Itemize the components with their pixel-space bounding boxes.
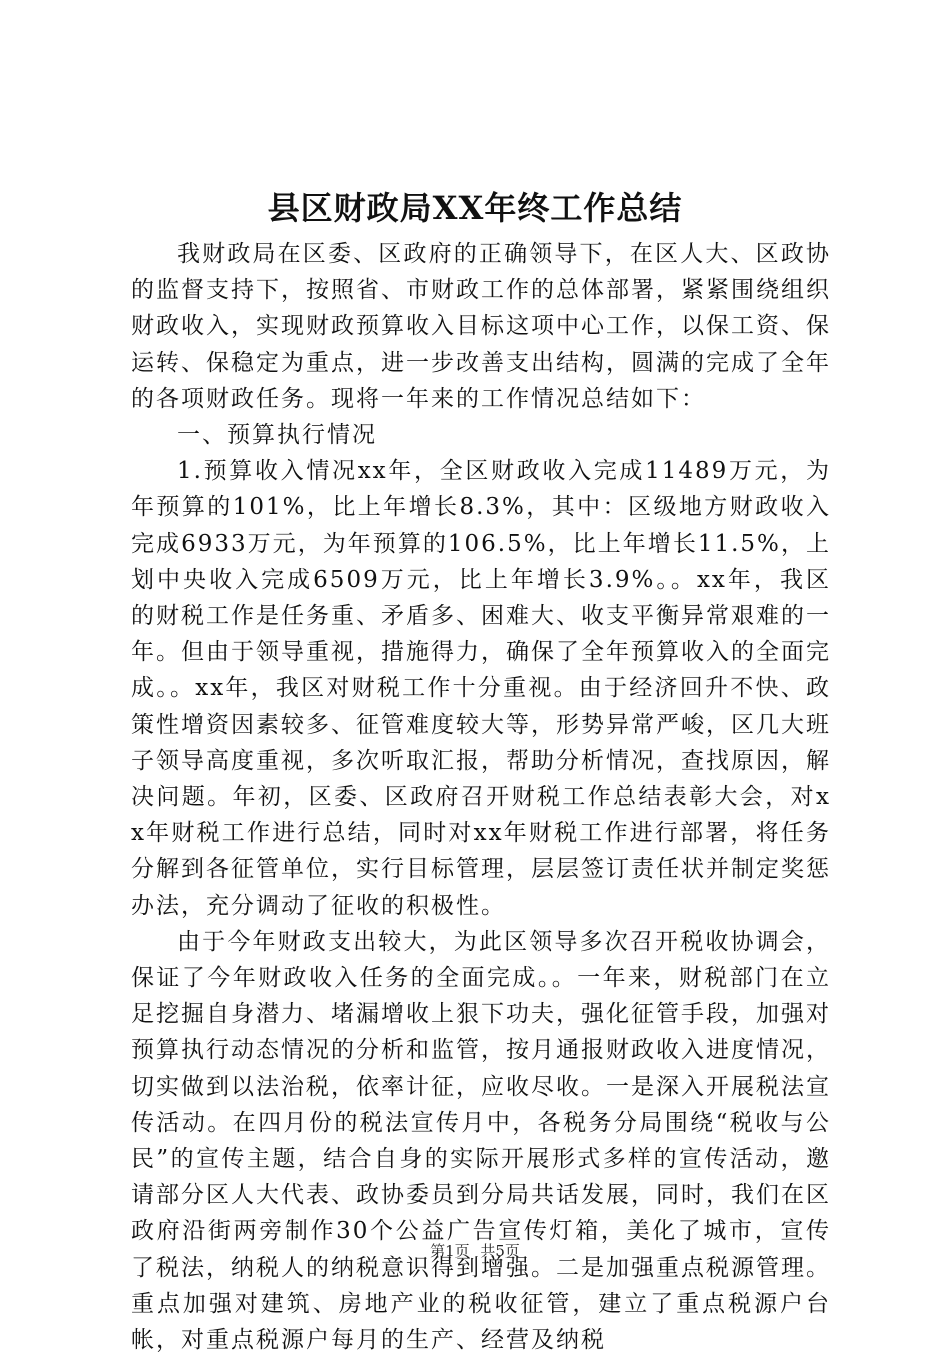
document-body bbox=[131, 236, 831, 1358]
page-number: 第1页 bbox=[430, 1242, 470, 1260]
page-footer bbox=[0, 1241, 950, 1261]
paragraph-tax-collection: 由于今年财政支出较大，为此区领导多次召开税收协调会，保证了今年财政收入任务的全面完成。。一年来，财税部门在立足挖掘自身潜力、堵漏增收上狠下功夫，强化征管手段，加强对预算执行动态情况的分析和监管，按月通报财政收入进度情况，切实做到以法治税，依率计征，应收尽收。一是深入开展税法宣传活动。在四月份的税法宣传月中，各税务分局围绕“税收与公民”的宣传主题，结合自身的实际开展形式多样的宣传活动，邀请部分区人大代表、政协委员到分局共话发展，同时，我们在区政府沿街两旁制作30个公益广告宣传灯箱，美化了城市，宣传了税法，纳税人的纳税意识得到增强。二是加强重点税源管理。重点加强对建筑、房地产业的税收征管，建立了重点税源户台帐，对重点税源户每月的生产、经营及纳税 bbox=[131, 928, 831, 1354]
paragraph-budget-revenue: 1.预算收入情况xx年，全区财政收入完成11489万元，为年预算的101%，比上年增长8.3%，其中：区级地方财政收入完成6933万元，为年预算的106.5%，比上年增长11.5%，上划中央收入完成6509万元，比上年增长3.9%。。xx年，我区的财税工作是任务重、矛盾多、困难大、收支平衡异常艰难的一年。但由于领导重视，措施得力，确保了全年预算收入的全面完成。。xx年，我区对财税工作十分重视。由于经济回升不快、政策性增资因素较多、征管难度较大等，形势异常严峻，区几大班子领导高度重视，多次听取汇报，帮助分析情况，查找原因，解决问题。年初，区委、区政府召开财税工作总结表彰大会，对xx年财税工作进行总结，同时对xx年财税工作进行部署，将任务分解到各征管单位，实行目标管理，层层签订责任状并制定奖惩办法，充分调动了征收的积极性。 bbox=[131, 458, 831, 919]
paragraph-intro: 我财政局在区委、区政府的正确领导下，在区人大、区政协的监督支持下，按照省、市财政工作的总体部署，紧紧围绕组织财政收入，实现财政预算收入目标这项中心工作，以保工资、保运转、保稳定为重点，进一步改善支出结构，圆满的完成了全年的各项财政任务。现将一年来的工作情况总结如下： bbox=[131, 241, 831, 412]
document-title: 县区财政局XX年终工作总结 bbox=[267, 189, 683, 227]
section-heading-budget-execution: 一、预算执行情况 bbox=[177, 422, 377, 449]
page-total: 共5页 bbox=[480, 1242, 520, 1260]
